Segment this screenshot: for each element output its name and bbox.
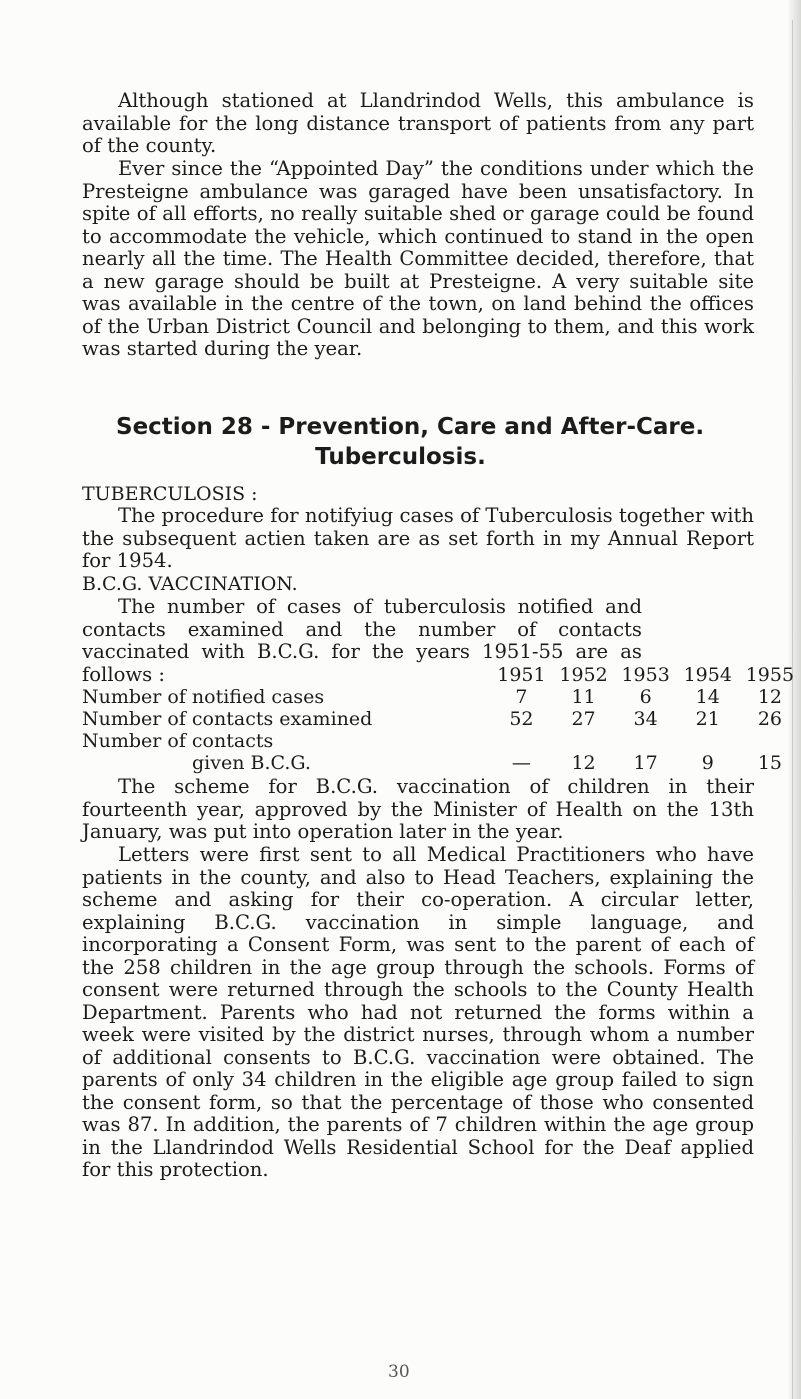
bcg-intro-paragraph: The number of cases of tuberculosis notified and contacts examined and the number of contacts vaccinated with B.C.G. for the years 1951-55 are as follows : — [82, 595, 642, 686]
year-header: 1952 — [559, 664, 608, 686]
table-row — [82, 686, 801, 708]
tb-label: TUBERCULOSIS : — [82, 483, 258, 505]
cell-value: 9 — [701, 752, 714, 774]
cell-value: 17 — [633, 752, 658, 774]
cell-value: 12 — [571, 752, 596, 774]
ambulance-paragraph-1: Although stationed at Llandrindod Wells, this ambulance is available for the long distance transport of patients from any part of the county. — [82, 89, 754, 157]
cell-value: 14 — [695, 686, 720, 708]
cell-value: 15 — [757, 752, 782, 774]
year-header: 1954 — [683, 664, 732, 686]
row-label-continued: given B.C.G. — [192, 752, 311, 774]
cell-value: 7 — [515, 686, 528, 708]
cell-value: 26 — [757, 708, 782, 730]
year-header: 1953 — [621, 664, 670, 686]
cell-value: 27 — [571, 708, 596, 730]
cell-value: 21 — [695, 708, 720, 730]
bcg-letters-paragraph: Letters were first sent to all Medical Practitioners who have patients in the county, and also to Head Teachers, explaining the scheme and asking for their co-operation. A circular letter, explaining B.C.G. vaccination in simple language, and incorporating a Consent Form, was sent to the parent of each of the 258 children in the age group through the schools. Forms of consent were returned through the schools to the County Health Department. Parents who had not returned the forms within a week were visited by the district nurses, through whom a number of additional consents to B.C.G. vaccination were obtained. The parents of only 34 children in the eligible age group failed to sign the consent form, so that the percentage of those who consented was 87. In addition, the parents of 7 children within the age group in the Llandrindod Wells Residential School for the Deaf applied for this protection. — [82, 843, 754, 1181]
section-subheading: Tuberculosis. — [315, 444, 486, 470]
table-row — [82, 708, 801, 730]
ambulance-paragraph-2: Ever since the “Appointed Day” the conditions under which the Presteigne ambulance was garaged have been unsatisfactory. In spite of all efforts, no really suitable shed or garage could be found to accommodate the vehicle, which continued to stand in the open nearly all the time. The Health Committee decided, therefore, that a new garage should be built at Presteigne. A very suitable site was available in the centre of the town, on land behind the offices of the Urban District Council and belonging to them, and this work was started during the year. — [82, 157, 754, 360]
table-header-row — [82, 664, 801, 686]
row-label: Number of contacts — [82, 730, 274, 752]
cell-value: — — [511, 752, 531, 774]
cell-value: 12 — [757, 686, 782, 708]
cell-value: 11 — [571, 686, 596, 708]
table-row — [82, 730, 801, 752]
year-header: 1951 — [497, 664, 546, 686]
row-label: Number of notified cases — [82, 686, 325, 708]
row-label: Number of contacts examined — [82, 708, 373, 730]
table-row — [82, 752, 801, 774]
cell-value: 6 — [639, 686, 652, 708]
bcg-label: B.C.G. VACCINATION. — [82, 573, 298, 595]
cell-value: 52 — [509, 708, 534, 730]
section-heading: Section 28 - Prevention, Care and After-Care. — [116, 414, 705, 440]
cell-value: 34 — [633, 708, 658, 730]
bcg-statistics-table — [82, 664, 801, 774]
year-header: 1955 — [745, 664, 795, 686]
page-number: 30 — [388, 1362, 410, 1382]
tb-paragraph: The procedure for notifyiug cases of Tuberculosis together with the subsequent actien taken are as set forth in my Annual Report for 1954. — [82, 504, 754, 572]
bcg-scheme-paragraph: The scheme for B.C.G. vaccination of children in their fourteenth year, approved by the Minister of Health on the 13th January, was put into operation later in the year. — [82, 775, 754, 843]
